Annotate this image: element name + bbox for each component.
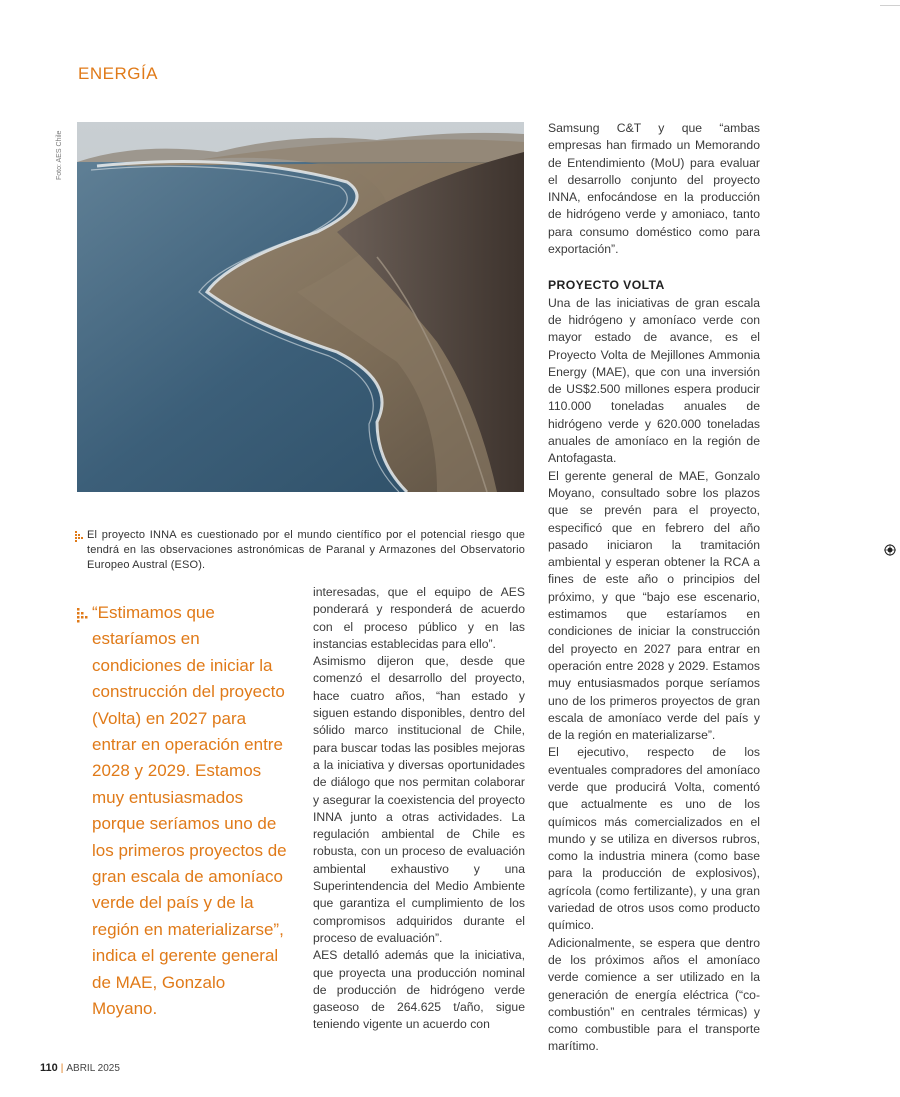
coastline-photo [77, 122, 524, 492]
subheading: PROYECTO VOLTA [548, 278, 665, 293]
coastline-illustration [77, 122, 524, 492]
top-edge-rule [880, 5, 900, 6]
paragraph: AES detalló además que la iniciativa, que proyecta una producción nominal de producción de hidrógeno verde gaseoso de 264.625 t/año, sigue teniendo vigente un acuerdo con [313, 948, 525, 1032]
photo-credit-text: Foto: AES Chile [56, 130, 63, 180]
section-label: ENERGÍA [78, 64, 159, 83]
photo-credit [56, 122, 70, 182]
page-footer [40, 1062, 120, 1074]
page-number: 110 [40, 1062, 58, 1074]
quote-marker-icon [77, 608, 89, 624]
paragraph: El ejecutivo, respecto de los eventuales compradores del amoníaco verde que producirá Volta, comentó que actualmente es uno de los químicos más comercializados en el mundo y se utiliza en diversos rubros, como la industria minera (como base para la producción de explosivos), agrícola (como fertilizante), y una gran variedad de otros usos como producto químico. [548, 745, 760, 933]
paragraph: Una de las iniciativas de gran escala de hidrógeno y amoníaco verde con mayor estado de avance, es el Proyecto Volta de Mejillones Ammonia Energy (MAE), que con una inversión de US$2.500 millones espera producir 110.000 toneladas anuales de hidrógeno verde y 620.000 toneladas anuales de amoníaco en la región de Antofagasta. [548, 295, 760, 466]
pull-quote [77, 600, 291, 1023]
pull-quote-text: “Estimamos que estaríamos en condiciones de iniciar la construcción del proyecto (Volta) en 2027 para entrar en operación entre 2028 y 2029. Estamos muy entusiasmados porque seríamos uno de los primeros proyectos de gran escala de amoníaco verde del país y de la región en materializarse”, indica el gerente general de MAE, Gonzalo Moyano. [92, 603, 287, 1019]
footer-separator: | [60, 1063, 64, 1074]
paragraph: Adicionalmente, se espera que dentro de los próximos años el amoníaco verde comience a ser utilizado en la generación de energía eléctrica (“co-combustión” en centrales térmicas) y como combustible para el transporte marítimo. [548, 935, 760, 1054]
paragraph: Asimismo dijeron que, desde que comenzó el desarrollo del proyecto, hace cuatro años, “han estado y siguen estando disponibles, dentro del sólido marco institucional de Chile, para buscar todas las posibles mejoras a la iniciativa y diversas oportunidades de diálogo que nos permitan colaborar y asegurar la coexistencia del proyecto INNA junto a otras actividades. La regulación ambiental de Chile es robusta, con un proceso de evaluación ambiental exhaustivo y una Superintendencia del Medio Ambiente que garantiza el cumplimiento de los compromisos adquiridos durante el proceso de evaluación”. [313, 654, 525, 945]
paragraph: Samsung C&T y que “ambas empresas han firmado un Memorando de Entendimiento (MoU) para evaluar el desarrollo conjunto del proyecto INNA, enfocándose en la producción de hidrógeno verde y amoniaco, tanto para consumo doméstico como para exportación”. [548, 121, 760, 257]
paragraph: interesadas, que el equipo de AES ponderará y responderá de acuerdo con el proceso público y en las instancias establecidas para ello”. [313, 585, 525, 651]
article-column-3 [548, 120, 760, 1056]
issue-date: ABRIL 2025 [66, 1063, 120, 1074]
caption-marker-icon [75, 531, 83, 543]
caption-text: El proyecto INNA es cuestionado por el mundo científico por el potencial riesgo que tendrá en las observaciones astronómicas de Paranal y Armazones del Observatorio Europeo Austral (ESO). [87, 529, 525, 571]
photo-caption [77, 528, 525, 573]
registration-mark-icon [884, 544, 896, 556]
paragraph: El gerente general de MAE, Gonzalo Moyano, consultado sobre los plazos que se prevén para el proyecto, especificó que en febrero del año pasado iniciaron la tramitación ambiental y esperan obtener la RCA a fines de este año o principios del próximo, y que “bajo ese escenario, estimamos que estaríamos en condiciones de iniciar la construcción del proyecto en 2027 para entrar en operación entre 2028 y 2029. Estamos muy entusiasmados porque seríamos uno de los primeros proyectos de gran escala de amoníaco verde del país y de la región en materializarse”. [548, 468, 760, 743]
article-column-2 [313, 584, 525, 1034]
